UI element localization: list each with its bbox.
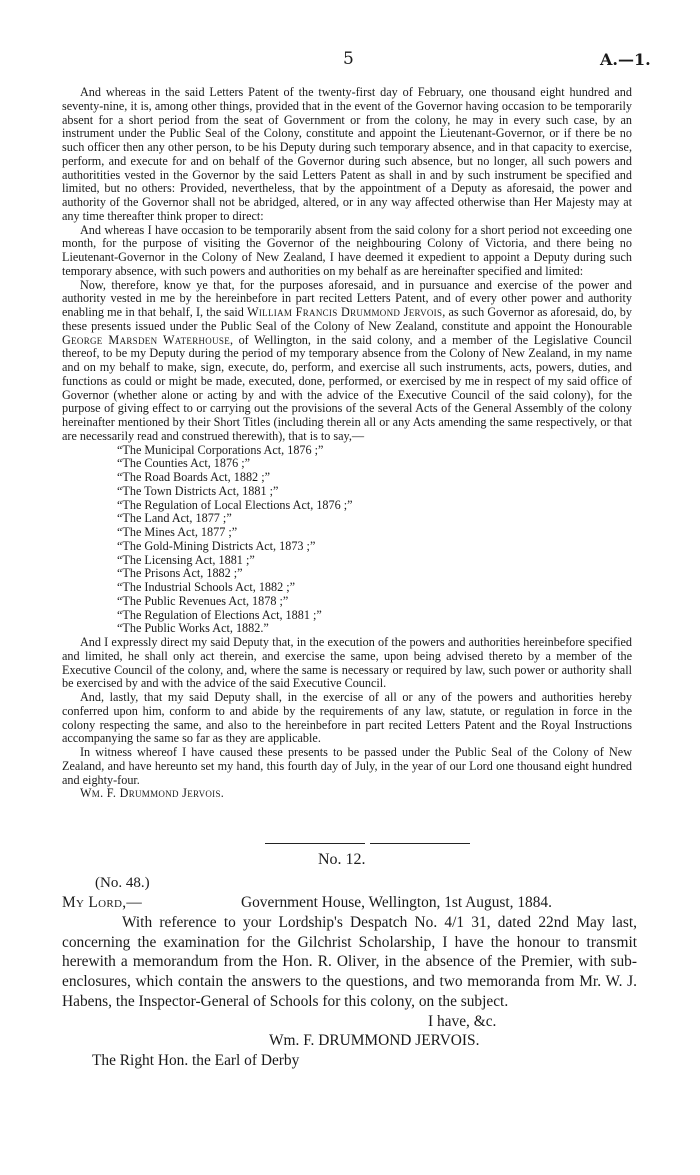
text-span: , of Wellington, in the said colony, and a member of the Legislative Council thereof, to be my Deputy during the period of my temporary absence from the Colony of New Zealand, in my name and on my behalf to make, sign, execute, do, perform, and exercise all such instruments, acts, powers, duties, and functions as could or might be made, executed, done, performed, or exercised by me in respect of my said office of Governor (whether alone or acting by and with the advice of the Executive Council of the said colony), for the purpose of giving effect to or carrying out the provisions of the several Acts of the General Assembly of the colony hereinafter mentioned by their Short Titles (including therein all or any Acts amending the same respectively, or that are necessarily read and construed therewith), that is to say,— bbox=[62, 332, 632, 443]
document-reference: A.—1. bbox=[600, 50, 651, 69]
list-item: “The Road Boards Act, 1882 ;” bbox=[117, 470, 270, 484]
list-item: “The Prisons Act, 1882 ;” bbox=[117, 566, 243, 581]
letter-addressee: The Right Hon. the Earl of Derby bbox=[92, 1051, 300, 1069]
paragraph: And whereas I have occasion to be temporarily absent from the said colony for a short period not exceeding one month, for the purpose of visiting the Governor of the neighbouring Colony of Victoria, and there being no Lieutenant-Governor in the Colony of New Zealand, I have deemed it expedient to appoint a Deputy during such temporary absence, with such powers and authorities on my behalf as are hereinafter specified and limited: bbox=[62, 222, 632, 278]
list-item: “The Industrial Schools Act, 1882 ;” bbox=[117, 580, 296, 594]
list-item: “The Public Revenues Act, 1878 ;” bbox=[117, 593, 289, 608]
list-item: “The Counties Act, 1876 ;” bbox=[117, 456, 251, 471]
list-item: “The Municipal Corporations Act, 1876 ;” bbox=[117, 442, 324, 457]
list-item: “The Mines Act, 1877 ;” bbox=[117, 525, 238, 539]
paragraph bbox=[62, 279, 632, 444]
dateline: Government House, Wellington, 1st August, 1884. bbox=[241, 894, 552, 911]
list-item: “The Licensing Act, 1881 ;” bbox=[117, 552, 255, 567]
despatch-letter bbox=[62, 893, 637, 1071]
letter-closing: I have, &c. bbox=[428, 1012, 497, 1030]
section-divider bbox=[265, 843, 365, 844]
list-item: “The Town Districts Act, 1881 ;” bbox=[117, 483, 279, 498]
letter-reference: (No. 48.) bbox=[95, 875, 150, 891]
paragraph: And whereas in the said Letters Patent of the twenty-first day of February, one thousand eight hundred and seventy-nine, it is, among other things, provided that in the event of the Governor having occasion to be temporarily absent for a short period from the seat of Government or from the colony, he may in every such case, by an instrument under the Public Seal of the Colony, constitute and appoint the Lieutenant-Governor, or if there be no such officer then any other person, to be his Deputy during such temporary absence, and in that capacity to exercise, perform, and execute for and on behalf of the Governor during such absence, but no longer, all such powers and authoritities vested in the Governor by the said Letters Patent as shall in and by such instrument be specified and limited, but no others: Provided, nevertheless, that by the appointment of a Deputy as aforesaid, the power and authority of the Governor shall not be abridged, altered, or in any way affected otherwise than Her Majesty may at any time thereafter think proper to direct: bbox=[62, 85, 632, 223]
list-item: “The Regulation of Local Elections Act, 1876 ;” bbox=[117, 497, 353, 512]
list-item: “The Land Act, 1877 ;” bbox=[117, 511, 232, 526]
text-span: , as such Governor as aforesaid, do, by these presents issued under the Public Seal of the Colony of New Zealand, constitute and appoint the Honourable bbox=[62, 305, 632, 333]
paragraph: And, lastly, that my said Deputy shall, in the exercise of all or any of the powers and authorities hereby conferred upon him, conform to and abide by the requirements of any law, statute, or regulation in force in the colony respecting the same, and also to the hereinbefore in part recited Letters Patent and the Royal Instructions accompanying the same so far as they are applicable. bbox=[62, 690, 632, 746]
letter-signature: Wm. F. DRUMMOND JERVOIS. bbox=[269, 1032, 480, 1050]
deputy-name: George Marsden Waterhouse bbox=[62, 332, 230, 347]
list-item: “The Gold-Mining Districts Act, 1873 ;” bbox=[117, 538, 316, 553]
list-item: “The Regulation of Elections Act, 1881 ;” bbox=[117, 607, 322, 622]
section-divider bbox=[370, 843, 470, 844]
paragraph: And I expressly direct my said Deputy that, in the execution of the powers and authorities hereinbefore specified and limited, he shall only act therein, and exercise the same, upon being advised thereto by a member of the Executive Council of the colony, and, where the same is necessary or required by law, such power or authority shall be exercised by and with the advice of the said Executive Council. bbox=[62, 635, 632, 691]
witness-clause: In witness whereof I have caused these presents to be passed under the Public Seal of the Colony of New Zealand, and have hereunto set my hand, this fourth day of July, in the year of our Lord one thousand eight hundred and eighty-four. bbox=[62, 745, 632, 787]
salutation: My Lord,— bbox=[62, 894, 143, 911]
letter-body: With reference to your Lordship's Despatch No. 4/1 31, dated 22nd May last, concerning the examination for the Gilchrist Scholarship, I have the honour to transmit herewith a memorandum from the Hon. R. Oliver, in the absence of the Premier, with sub-enclosures, which contain the answers to the questions, and two memoranda from Mr. W. J. Habens, the Inspector-General of Schools for this colony, on the subject. bbox=[62, 914, 637, 1010]
commission-text bbox=[62, 86, 632, 801]
list-item: “The Public Works Act, 1882.” bbox=[117, 621, 269, 636]
page-number: 5 bbox=[343, 49, 354, 69]
salutation-line bbox=[62, 893, 637, 913]
acts-list bbox=[62, 444, 632, 637]
commission-signature: Wm. F. Drummond Jervois. bbox=[80, 786, 225, 801]
governor-name: William Francis Drummond Jervois bbox=[247, 305, 443, 319]
letter-number-heading: No. 12. bbox=[318, 851, 366, 868]
text-span: Now, therefore, know ye that, for the purposes aforesaid, and in pursuance and exercise of the power and authority vested in me by the hereinbefore in part recited Letters Patent, and of every other power and authority enabling me in that behalf, I, the said bbox=[62, 277, 632, 319]
